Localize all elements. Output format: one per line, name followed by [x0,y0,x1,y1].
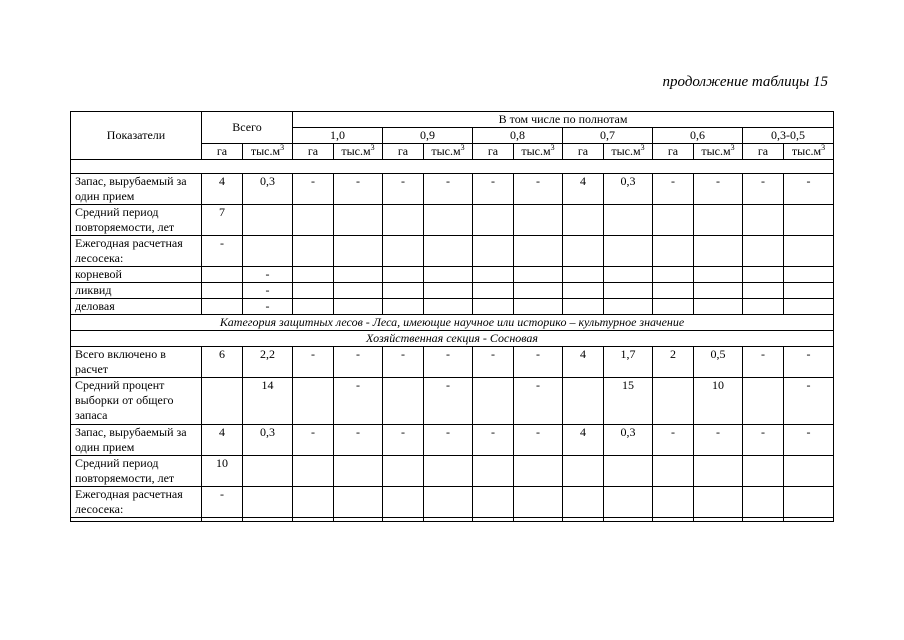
table-cell [424,236,473,267]
table-cell: - [383,425,424,456]
table-cell [694,205,743,236]
data-table [70,111,834,522]
table-cell: 0,3 [604,174,653,205]
table-cell [514,236,563,267]
table-cell [784,299,834,315]
row-label: Средний период повторяемости, лет [71,456,202,487]
table-cell [604,299,653,315]
table-cell [334,236,383,267]
table-cell [784,205,834,236]
spacer-row [71,160,834,174]
unit-volume-text: тыс.м [341,144,371,158]
table-row [71,299,834,315]
table-cell [334,487,383,518]
table-cell: - [514,425,563,456]
table-cell: - [424,378,473,425]
table-cell [424,205,473,236]
table-cell: 4 [563,174,604,205]
table-cell [694,456,743,487]
table-cell [383,456,424,487]
table-cell [653,456,694,487]
unit-volume-exponent: 3 [730,143,735,152]
unit-volume-exponent: 3 [280,143,285,152]
header-unit-volume [514,144,563,160]
header-unit-ha: га [293,144,334,160]
table-cell [784,518,834,522]
table-row [71,456,834,487]
table-cell [563,378,604,425]
table-cell [604,283,653,299]
table-cell [383,487,424,518]
header-density-4: 0,6 [653,128,743,144]
table-cell [383,283,424,299]
table-cell: - [743,174,784,205]
table-cell [743,487,784,518]
table-cell: 2 [653,347,694,378]
table-cell [243,236,293,267]
table-caption: продолжение таблицы 15 [662,74,828,90]
table-cell [473,378,514,425]
table-cell [653,487,694,518]
table-cell [334,299,383,315]
header-unit-volume [604,144,653,160]
table-cell [563,487,604,518]
table-cell [293,267,334,283]
table-cell: - [334,174,383,205]
table-cell [243,518,293,522]
table-cell [653,378,694,425]
table-cell: 4 [563,425,604,456]
table-cell: - [334,347,383,378]
header-unit-volume [784,144,834,160]
table-cell [694,487,743,518]
table-cell [563,456,604,487]
table-cell: - [473,174,514,205]
row-label: корневой [71,267,202,283]
table-cell [784,267,834,283]
table-cell [383,205,424,236]
table-cell: - [694,174,743,205]
table-cell [514,487,563,518]
table-cell [743,378,784,425]
header-unit-ha: га [653,144,694,160]
table-cell: - [202,236,243,267]
table-cell: - [514,347,563,378]
table-cell [243,456,293,487]
table-cell [743,267,784,283]
table-cell [784,487,834,518]
header-total: Всего [202,112,293,144]
table-cell: 7 [202,205,243,236]
table-cell [604,518,653,522]
table-cell [383,518,424,522]
table-cell [334,205,383,236]
unit-volume-exponent: 3 [550,143,555,152]
header-density-5: 0,3-0,5 [743,128,834,144]
unit-volume-text: тыс.м [611,144,641,158]
row-label: Запас, вырубаемый за один прием [71,174,202,205]
table-cell [424,487,473,518]
table-cell: - [334,378,383,425]
category-banner: Категория защитных лесов - Леса, имеющие научное или историко – культурное значение [71,315,834,331]
table-cell [514,299,563,315]
row-label [71,518,202,522]
table-row [71,347,834,378]
table-cell [653,205,694,236]
table-cell [743,283,784,299]
table-cell: 0,3 [243,425,293,456]
table-cell: - [784,425,834,456]
header-unit-volume [334,144,383,160]
header-unit-ha: га [473,144,514,160]
table-cell [424,267,473,283]
table-cell [473,518,514,522]
table-cell: - [743,347,784,378]
table-cell: 0,5 [694,347,743,378]
table-cell: - [243,283,293,299]
table-cell [563,518,604,522]
table-cell [743,518,784,522]
table-cell: - [473,347,514,378]
table-cell [473,299,514,315]
table-cell [334,267,383,283]
header-unit-ha: га [563,144,604,160]
table-cell [293,518,334,522]
table-cell [653,267,694,283]
table-cell [383,299,424,315]
table-cell [293,487,334,518]
unit-volume-exponent: 3 [460,143,465,152]
table-row [71,425,834,456]
row-label: Запас, вырубаемый за один прием [71,425,202,456]
table-cell [473,487,514,518]
table-cell: - [653,174,694,205]
table-cell [202,267,243,283]
table-cell [743,456,784,487]
header-density-2: 0,8 [473,128,563,144]
table-cell [243,487,293,518]
unit-volume-text: тыс.м [701,144,731,158]
table-cell [243,205,293,236]
table-cell [563,236,604,267]
table-cell [563,267,604,283]
table-row [71,205,834,236]
table-cell [473,283,514,299]
table-cell [653,518,694,522]
table-cell [563,299,604,315]
unit-volume-exponent: 3 [370,143,375,152]
table-cell: - [473,425,514,456]
table-cell [514,518,563,522]
table-cell [604,267,653,283]
header-density-3: 0,7 [563,128,653,144]
table-cell [563,283,604,299]
header-unit-ha: га [383,144,424,160]
table-cell [743,205,784,236]
table-cell [473,456,514,487]
table-cell: - [202,487,243,518]
table-cell [784,236,834,267]
row-label: Средний процент выборки от общего запаса [71,378,202,425]
table-cell: - [784,174,834,205]
table-cell [424,299,473,315]
table-cell [514,283,563,299]
table-cell: - [243,299,293,315]
table-cell [604,456,653,487]
row-label: Средний период повторяемости, лет [71,205,202,236]
table-cell [694,267,743,283]
header-density-1: 0,9 [383,128,473,144]
table-cell: - [653,425,694,456]
table-cell: - [293,347,334,378]
table-cell: 15 [604,378,653,425]
table-cell [202,378,243,425]
table-cell [293,378,334,425]
table-cell [653,236,694,267]
row-label: ликвид [71,283,202,299]
row-label: Ежегодная расчетная лесосека: [71,487,202,518]
table-cell: 10 [694,378,743,425]
table-cell: - [424,425,473,456]
table-cell [334,456,383,487]
table-cell [383,236,424,267]
table-cell: 0,3 [243,174,293,205]
row-label: деловая [71,299,202,315]
table-cell [293,299,334,315]
unit-volume-exponent: 3 [640,143,645,152]
table-row [71,283,834,299]
table-row [71,518,834,522]
table-cell: 2,2 [243,347,293,378]
header-unit-ha: га [743,144,784,160]
table-cell [604,487,653,518]
table-cell [473,236,514,267]
table-cell [424,518,473,522]
table-cell [202,283,243,299]
table-cell: - [743,425,784,456]
table-cell [424,456,473,487]
table-cell: 14 [243,378,293,425]
header-by-density: В том числе по полнотам [293,112,834,128]
table-cell: 4 [563,347,604,378]
table-cell: 6 [202,347,243,378]
table-cell: 10 [202,456,243,487]
table-cell [334,283,383,299]
table-cell [653,283,694,299]
table-cell [293,236,334,267]
table-cell: - [784,347,834,378]
table-cell [604,205,653,236]
table-row [71,236,834,267]
table-row [71,267,834,283]
table-cell [604,236,653,267]
unit-volume-text: тыс.м [521,144,551,158]
table-cell [383,378,424,425]
section-banner: Хозяйственная секция - Сосновая [71,331,834,347]
table-cell [743,299,784,315]
unit-volume-exponent: 3 [821,143,826,152]
table-cell [473,205,514,236]
table-cell [694,283,743,299]
table-cell: - [334,425,383,456]
unit-volume-text: тыс.м [791,144,822,158]
table-cell [694,518,743,522]
table-cell [424,283,473,299]
header-density-0: 1,0 [293,128,383,144]
table-cell [563,205,604,236]
row-label: Всего включено в расчет [71,347,202,378]
table-cell: - [243,267,293,283]
header-unit-volume [243,144,293,160]
table-cell [202,299,243,315]
table-cell [784,283,834,299]
unit-volume-text: тыс.м [250,144,281,158]
table-cell [473,267,514,283]
table-cell [653,299,694,315]
table-cell: - [784,378,834,425]
table-cell [293,205,334,236]
unit-volume-text: тыс.м [431,144,461,158]
table-cell: 0,3 [604,425,653,456]
table-cell [293,456,334,487]
table-cell: - [424,347,473,378]
table-cell [514,205,563,236]
table-cell [334,518,383,522]
table-cell [293,283,334,299]
table-cell: - [383,347,424,378]
table-cell: - [514,378,563,425]
table-cell: - [694,425,743,456]
table-cell [383,267,424,283]
header-unit-volume [424,144,473,160]
table-cell [694,299,743,315]
table-cell: - [293,425,334,456]
row-label: Ежегодная расчетная лесосека: [71,236,202,267]
table-row [71,378,834,425]
table-cell: - [293,174,334,205]
header-indicators: Показатели [71,112,202,160]
table-cell [514,456,563,487]
table-row [71,174,834,205]
table-cell: 1,7 [604,347,653,378]
table-cell: 4 [202,425,243,456]
table-cell: - [514,174,563,205]
header-unit-volume [694,144,743,160]
table-cell [784,456,834,487]
table-row [71,487,834,518]
table-cell [743,236,784,267]
table-cell: - [383,174,424,205]
table-cell: 4 [202,174,243,205]
table-cell [514,267,563,283]
table-cell: - [424,174,473,205]
table-cell [694,236,743,267]
header-unit-ha: га [202,144,243,160]
table-cell [202,518,243,522]
